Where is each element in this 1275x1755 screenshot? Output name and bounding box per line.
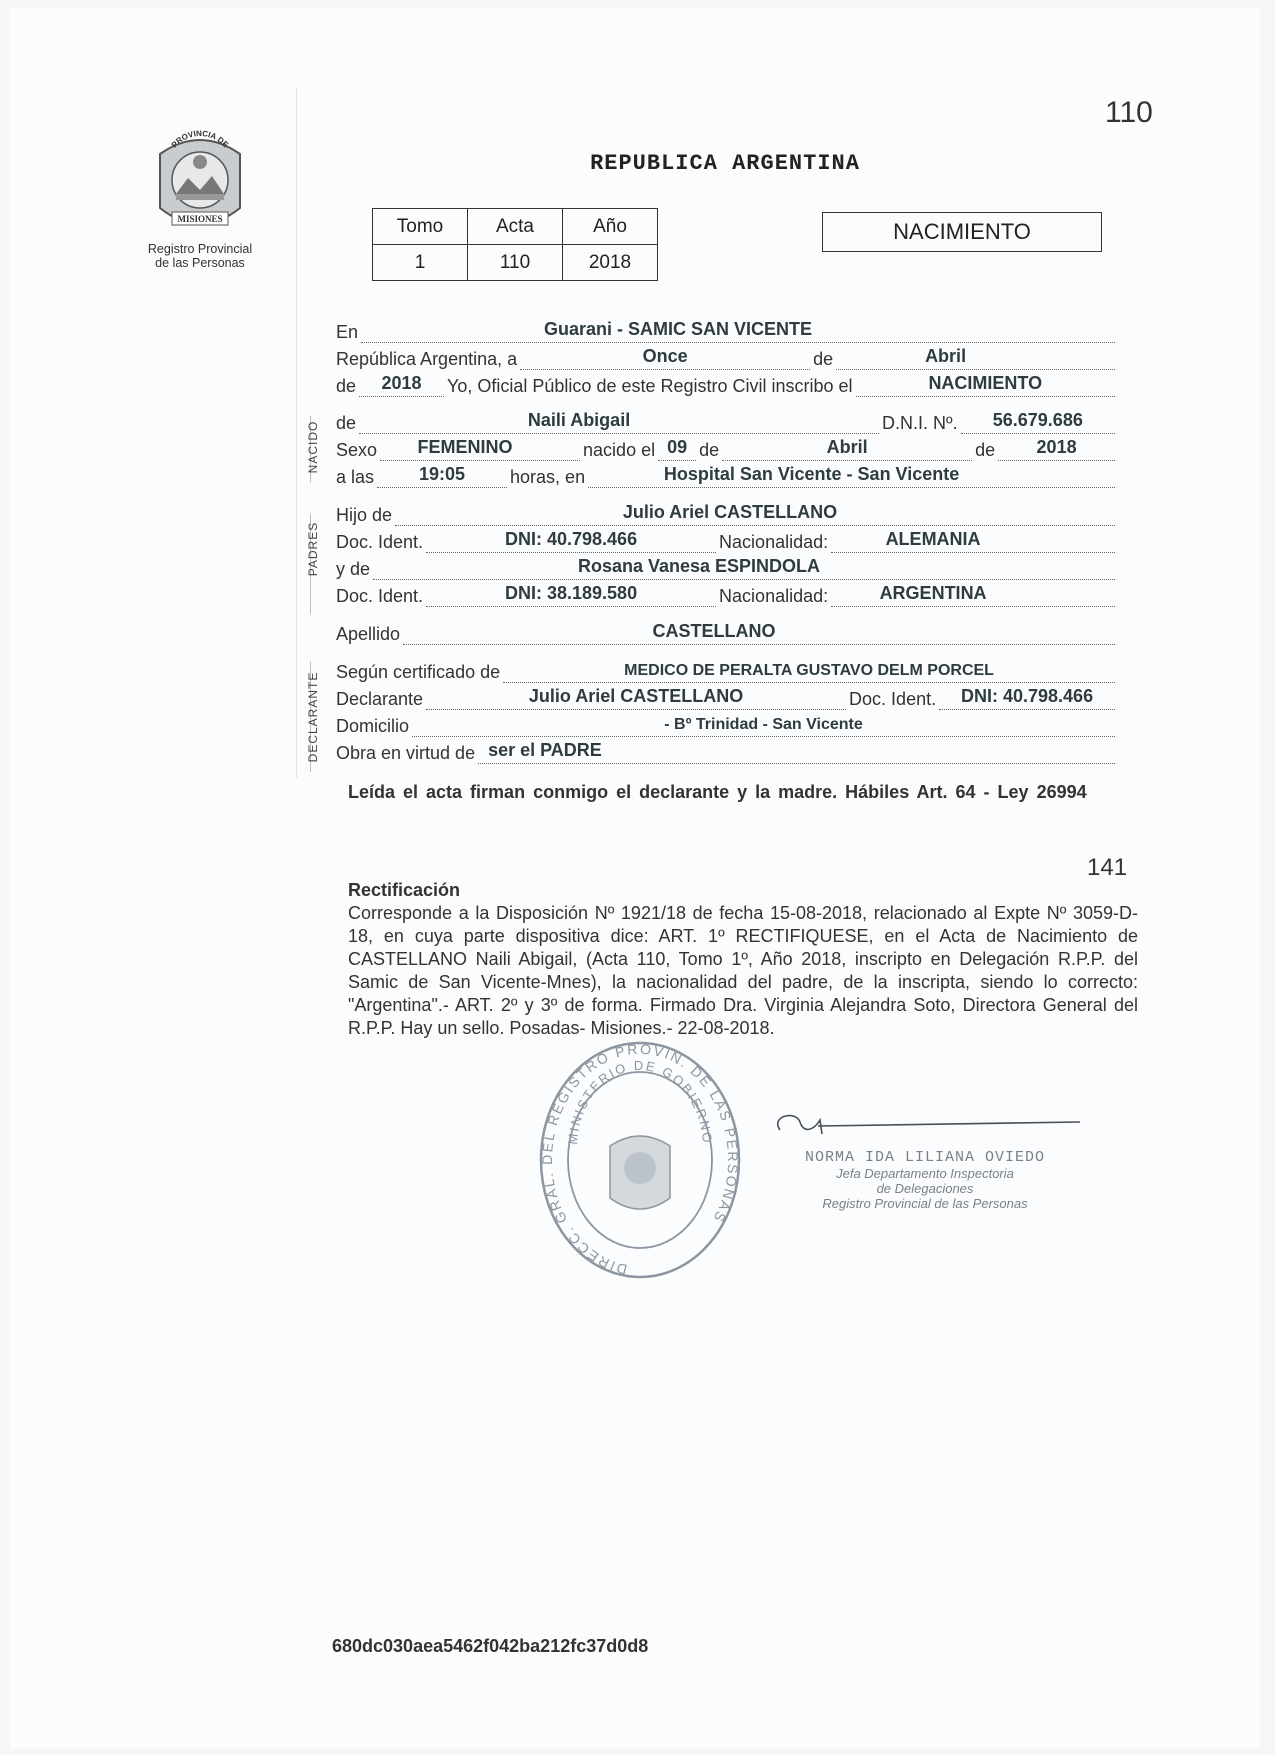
- row-republica: [336, 344, 1118, 370]
- value-doc-madre: DNI: 38.189.580: [505, 583, 638, 603]
- label-hijo-de: Hijo de: [336, 505, 393, 525]
- label-nac-padre: Nacionalidad:: [719, 532, 829, 552]
- row-declarante: [336, 684, 1118, 710]
- label-oficial: Yo, Oficial Público de este Registro Civil inscribo el: [447, 376, 853, 396]
- row-doc-padre: [336, 527, 1118, 553]
- seal-inner-text: MINISTERIO DE GOBIERNO: [564, 1057, 716, 1146]
- signer-role-1: Jefa Departamento Inspectoria: [836, 1166, 1014, 1181]
- logo-caption-line2: de las Personas: [155, 256, 245, 270]
- label-obra: Obra en virtud de: [336, 743, 476, 763]
- value-padre: Julio Ariel CASTELLANO: [622, 502, 838, 522]
- signature-block: [760, 1108, 1090, 1211]
- official-seal: [535, 1038, 745, 1293]
- value-certificado: MEDICO DE PERALTA GUSTAVO DELM PORCEL: [624, 662, 994, 679]
- signer-role-3: Registro Provincial de las Personas: [822, 1196, 1028, 1211]
- label-de-mes-nac: de: [699, 440, 720, 460]
- side-label-padres: PADRES: [306, 521, 320, 577]
- margin-rule: [296, 88, 297, 778]
- signer-name: NORMA IDA LILIANA OVIEDO: [804, 1149, 1046, 1166]
- folio-number: 110: [1105, 96, 1153, 129]
- ref-value-tomo: 1: [373, 245, 468, 281]
- value-lugar-nac: Hospital San Vicente - San Vicente: [663, 464, 960, 484]
- label-horas-en: horas, en: [510, 467, 586, 487]
- ref-header-acta: Acta: [468, 209, 563, 245]
- value-declarante: Julio Ariel CASTELLANO: [528, 686, 744, 706]
- value-nombre: Naili Abigail: [527, 410, 631, 430]
- row-hijo-de: [336, 500, 1118, 526]
- value-doc-declarante: DNI: 40.798.466: [961, 686, 1094, 706]
- label-dni: D.N.I. Nº.: [882, 413, 958, 433]
- rectification-title: Rectificación: [348, 880, 461, 900]
- value-dia-nac: 09: [667, 437, 688, 457]
- row-y-de: [336, 554, 1118, 580]
- signature-stroke-icon: [760, 1108, 1090, 1142]
- value-dia: Once: [642, 346, 688, 366]
- label-de-mes: de: [813, 349, 834, 369]
- row-apellido: [336, 619, 1118, 645]
- reference-table: [372, 208, 658, 281]
- logo-caption-line1: Registro Provincial: [147, 242, 253, 256]
- value-acto: NACIMIENTO: [928, 373, 1043, 393]
- value-mes-nac: Abril: [826, 437, 868, 457]
- value-doc-padre: DNI: 40.798.466: [505, 529, 638, 549]
- document-hash: 680dc030aea5462f042ba212fc37d0d8: [332, 1636, 649, 1656]
- value-lugar: Guarani - SAMIC SAN VICENTE: [544, 319, 813, 339]
- label-doc-padre: Doc. Ident.: [336, 532, 424, 552]
- label-apellido: Apellido: [336, 624, 401, 644]
- label-nac-madre: Nacionalidad:: [719, 586, 829, 606]
- value-nac-madre: ARGENTINA: [879, 583, 987, 603]
- row-nombre: [336, 408, 1118, 434]
- row-doc-madre: [336, 581, 1118, 607]
- page-title: REPUBLICA ARGENTINA: [590, 151, 860, 176]
- row-sexo: [336, 435, 1118, 461]
- label-domicilio: Domicilio: [336, 716, 410, 736]
- value-madre: Rosana Vanesa ESPINDOLA: [577, 556, 821, 576]
- value-sexo: FEMENINO: [417, 437, 513, 457]
- value-dni: 56.679.686: [992, 410, 1083, 430]
- value-apellido: CASTELLANO: [652, 621, 776, 641]
- value-anio-nac: 2018: [1036, 437, 1077, 457]
- rectification-body: Corresponde a la Disposición Nº 1921/18 de fecha 15-08-2018, relacionado al Expte Nº 3059-D-18, en cuya parte dispositiva dice: ART. 1º RECTIFIQUESE, en el Acta de Nacimiento de CASTELLANO Naili Abigail, (Acta 110, Tomo 1º, Año 2018, inscripto en Delegación R.P.P. del Samic de San Vicente-Mnes), la nacionalidad del padre, de la inscripta, siendo lo correcto: "Argentina".- ART. 2º y 3º de forma. Firmado Dra. Virginia Alejandra Soto, Directora General del R.P.P. Hay un sello. Posadas- Misiones.- 22-08-2018.: [348, 903, 1138, 1038]
- side-label-declarante: DECLARANTE: [306, 671, 320, 763]
- ref-header-tomo: Tomo: [373, 209, 468, 245]
- label-a-las: a las: [336, 467, 375, 487]
- ref-header-ano: Año: [563, 209, 658, 245]
- row-en: [336, 317, 1118, 343]
- seal-outer-text: DIRECC. GRAL. DEL REGISTRO PROVIN. DE LAS PERSONAS: [538, 1040, 742, 1278]
- label-declarante: Declarante: [336, 689, 424, 709]
- province-seal-icon: [154, 128, 246, 236]
- ref-value-ano: 2018: [563, 245, 658, 281]
- row-hora: [336, 462, 1118, 488]
- label-de-anio-nac: de: [975, 440, 996, 460]
- seal-top-text: PROVINCIA DE: [169, 128, 231, 150]
- rectification-folio: 141: [1087, 854, 1128, 881]
- label-doc-madre: Doc. Ident.: [336, 586, 424, 606]
- row-certificado: [336, 657, 1118, 683]
- label-doc-declarante: Doc. Ident.: [849, 689, 937, 709]
- row-anio: [336, 371, 1118, 397]
- label-de-nombre: de: [336, 413, 357, 433]
- value-nac-padre: ALEMANIA: [885, 529, 981, 549]
- seal-bottom-text: MISIONES: [177, 214, 223, 224]
- lecture-statement: Leída el acta firman conmigo el declarante y la madre. Hábiles Art. 64 - Ley 26994: [348, 782, 1087, 802]
- value-hora: 19:05: [419, 464, 466, 484]
- record-type-box: NACIMIENTO: [822, 212, 1102, 252]
- value-mes: Abril: [925, 346, 967, 366]
- ref-value-acta: 110: [468, 245, 563, 281]
- label-y-de: y de: [336, 559, 371, 579]
- label-certificado: Según certificado de: [336, 662, 501, 682]
- value-anio: 2018: [381, 373, 422, 393]
- row-domicilio: [336, 711, 1118, 737]
- label-de-anio: de: [336, 376, 357, 396]
- value-obra: ser el PADRE: [488, 740, 602, 760]
- signer-role-2: de Delegaciones: [876, 1181, 974, 1196]
- side-label-nacido: NACIDO: [306, 420, 320, 474]
- label-nacido-el: nacido el: [583, 440, 656, 460]
- label-sexo: Sexo: [336, 440, 378, 460]
- row-obra: [336, 738, 1118, 764]
- registry-logo: [140, 128, 260, 270]
- value-domicilio: - Bº Trinidad - San Vicente: [664, 716, 863, 733]
- label-republica: República Argentina, a: [336, 349, 518, 369]
- ministry-seal-icon: [535, 1038, 745, 1288]
- label-en: En: [336, 322, 359, 342]
- certificate-page: [10, 8, 1260, 1748]
